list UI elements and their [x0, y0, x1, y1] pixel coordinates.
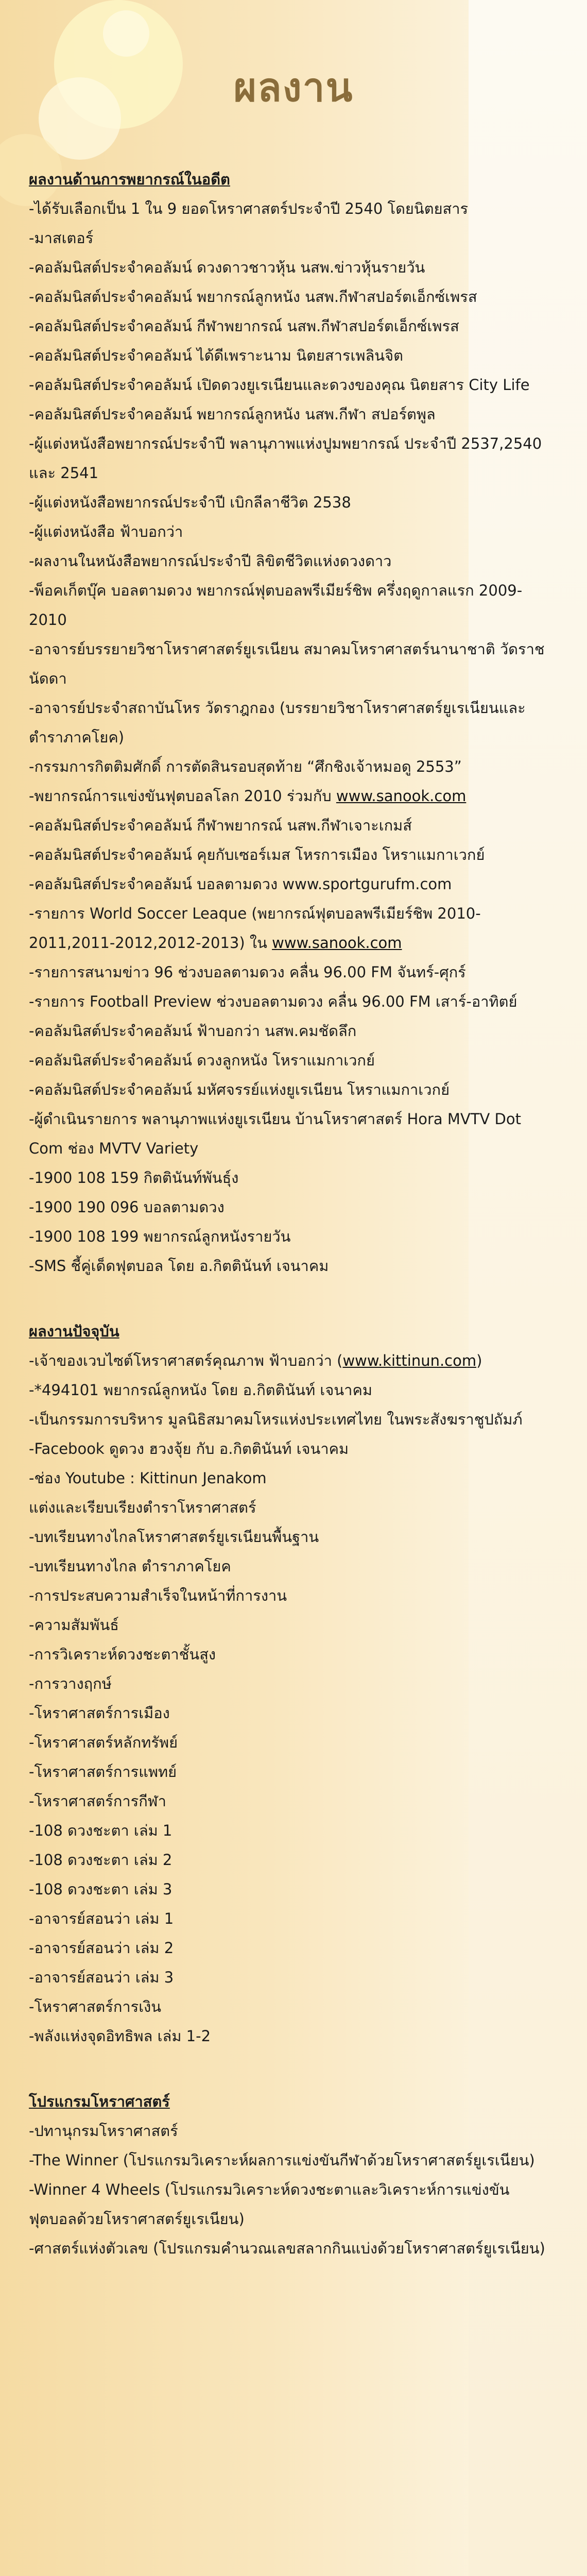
section-heading: ผลงานด้านการพยากรณ์ในอดีต: [29, 171, 230, 188]
list-item: -คอลัมนิสต์ประจำคอลัมน์ พยากรณ์ลูกหนัง นสพ.กีฬาสปอร์ตเอ็กซ์เพรส: [29, 288, 477, 306]
list-item: -คอลัมนิสต์ประจำคอลัมน์ พยากรณ์ลูกหนัง นสพ.กีฬา สปอร์ตพูล: [29, 405, 436, 423]
section-heading: ผลงานปัจจุบัน: [29, 1323, 119, 1340]
list-item: -คอลัมนิสต์ประจำคอลัมน์ บอลตามดวง www.sportgurufm.com: [29, 875, 452, 893]
list-item: -ผู้ดำเนินรายการ พลานุภาพแห่งยูเรเนียน บ้านโหราศาสตร์ Hora MVTV Dot Com ช่อง MVTV Variety: [29, 1110, 521, 1157]
list-item: -เจ้าของเวบไซต์โหราศาสตร์คุณภาพ ฟ้าบอกว่า (www.kittinun.com): [29, 1352, 482, 1369]
list-item: -คอลัมนิสต์ประจำคอลัมน์ กีฬาพยากรณ์ นสพ.กีฬาสปอร์ตเอ็กซ์เพรส: [29, 317, 459, 335]
list-item: -ผลงานในหนังสือพยากรณ์ประจำปี ลิขิตชีวิตแห่งดวงดาว: [29, 552, 392, 570]
page-title: ผลงาน: [233, 64, 354, 110]
list-item: -คอลัมนิสต์ประจำคอลัมน์ มหัศจรรย์แห่งยูเรเนียน โหราแมกาเวกย์: [29, 1081, 450, 1098]
list-item: -ศาสตร์แห่งตัวเลข (โปรแกรมคำนวณเลขสลากกินแบ่งด้วยโหราศาสตร์ยูเรเนียน): [29, 2240, 545, 2257]
list-item: -โหราศาสตร์การเงิน: [29, 1998, 162, 2015]
list-item: -อาจารย์สอนว่า เล่ม 3: [29, 1969, 174, 1986]
list-item: -รายการ World Soccer Leaque (พยากรณ์ฟุตบอลพรีเมียร์ชิพ 2010-2011,2011-2012,2012-2013) ใน www.sanook.com: [29, 905, 481, 952]
list-item: -ผู้แต่งหนังสือพยากรณ์ประจำปี พลานุภาพแห่งปูมพยากรณ์ ประจำปี 2537,2540 และ 2541: [29, 435, 542, 482]
section-2: [29, 1317, 554, 2051]
list-item: -อาจารย์บรรยายวิชาโหราศาสตร์ยูเรเนียน สมาคมโหราศาสตร์นานาชาติ วัดราชนัดดา: [29, 640, 545, 687]
list-item: -บทเรียนทางไกล ตำราภาคโยค: [29, 1557, 231, 1575]
list-item: -108 ดวงชะตา เล่ม 2: [29, 1851, 172, 1869]
website-link[interactable]: www.kittinun.com: [342, 1352, 477, 1369]
section-3: [29, 2087, 554, 2263]
website-link[interactable]: www.sanook.com: [336, 787, 467, 805]
list-item: -คอลัมนิสต์ประจำคอลัมน์ เปิดดวงยูเรเนียนและดวงของคุณ นิตยสาร City Life: [29, 376, 530, 394]
list-item: -อาจารย์สอนว่า เล่ม 1: [29, 1910, 174, 1927]
list-item: -โหราศาสตร์การแพทย์: [29, 1763, 177, 1781]
section-1: [29, 165, 554, 1281]
list-item: -*494101 พยากรณ์ลูกหนัง โดย อ.กิตตินันท์ เจนาคม: [29, 1381, 372, 1399]
list-item: -ผู้แต่งหนังสือ ฟ้าบอกว่า: [29, 523, 183, 540]
list-item: -1900 108 199 พยากรณ์ลูกหนังรายวัน: [29, 1228, 291, 1245]
list-item: -อาจารย์ประจำสถาบันโหร วัดราฎกอง (บรรยายวิชาโหราศาสตร์ยูเรเนียนและตำราภาคโยค): [29, 699, 526, 746]
list-item: -1900 190 096 บอลตามดวง: [29, 1198, 225, 1216]
list-item: -SMS ชี้คู่เด็ดฟุตบอล โดย อ.กิตตินันท์ เจนาคม: [29, 1257, 329, 1275]
list-item: -กรรมการกิตติมศักดิ์ การตัดสินรอบสุดท้าย “ศึกชิงเจ้าหมอดู 2553”: [29, 758, 462, 775]
list-item: -พ็อคเก็ตบุ๊ค บอลตามดวง พยากรณ์ฟุตบอลพรีเมียร์ชิพ ครึ่งฤดูกาลแรก 2009-2010: [29, 582, 523, 629]
list-item: -พลังแห่งจุดอิทธิพล เล่ม 1-2: [29, 2027, 211, 2045]
list-item: -ความสัมพันธ์: [29, 1616, 119, 1634]
list-item: -การวิเคราะห์ดวงชะตาชั้นสูง: [29, 1646, 216, 1663]
list-item: -ปทานุกรมโหราศาสตร์: [29, 2122, 178, 2140]
list-item: -อาจารย์สอนว่า เล่ม 2: [29, 1939, 174, 1957]
list-item: -คอลัมนิสต์ประจำคอลัมน์ กีฬาพยากรณ์ นสพ.กีฬาเจาะเกมส์: [29, 817, 412, 834]
list-item: -พยากรณ์การแข่งขันฟุตบอลโลก 2010 ร่วมกับ www.sanook.com: [29, 787, 467, 805]
list-item: -1900 108 159 กิตตินันท์พันธุ์ง: [29, 1169, 239, 1187]
list-item: -เป็นกรรมการบริหาร มูลนิธิสมาคมโหรแห่งประเทศไทย ในพระสังฆราชูปถัมภ์: [29, 1411, 523, 1428]
list-item: -มาสเตอร์: [29, 229, 94, 247]
list-item: -ช่อง Youtube : Kittinun Jenakom: [29, 1469, 267, 1487]
list-item: -Facebook ดูดวง ฮวงจุ้ย กับ อ.กิตตินันท์ เจนาคม: [29, 1440, 349, 1458]
list-item: -บทเรียนทางไกลโหราศาสตร์ยูเรเนียนพื้นฐาน: [29, 1528, 319, 1546]
list-item: -108 ดวงชะตา เล่ม 1: [29, 1822, 172, 1839]
decorative-circle: [103, 10, 149, 57]
list-item: -คอลัมนิสต์ประจำคอลัมน์ ได้ดีเพราะนาม นิตยสารเพลินจิต: [29, 347, 403, 364]
list-item: -ผู้แต่งหนังสือพยากรณ์ประจำปี เบิกลีลาชีวิต 2538: [29, 494, 351, 511]
content-body: [29, 165, 554, 2299]
list-item: -การวางฤกษ์: [29, 1675, 112, 1692]
website-link[interactable]: www.sanook.com: [272, 934, 402, 952]
list-item: -โหราศาสตร์การกีฬา: [29, 1792, 166, 1810]
list-item: -รายการ Football Preview ช่วงบอลตามดวง คลื่น 96.00 FM เสาร์-อาทิตย์: [29, 993, 517, 1010]
list-item: -คอลัมนิสต์ประจำคอลัมน์ ดวงดาวชาวหุ้น นสพ.ข่าวหุ้นรายวัน: [29, 259, 425, 276]
list-item: -คอลัมนิสต์ประจำคอลัมน์ คุยกับเซอร์เมส โหรการเมือง โหราแมกาเวกย์: [29, 846, 485, 863]
section-heading: โปรแกรมโหราศาสตร์: [29, 2093, 170, 2110]
list-item: -รายการสนามข่าว 96 ช่วงบอลตามดวง คลื่น 96.00 FM จันทร์-ศุกร์: [29, 963, 466, 981]
list-item: -Winner 4 Wheels (โปรแกรมวิเคราะห์ดวงชะตาและวิเคราะห์การแข่งขันฟุตบอลด้วยโหราศาสตร์ยูเรเนียน): [29, 2181, 510, 2228]
list-item: แต่งและเรียบเรียงตำราโหราศาสตร์: [29, 1499, 256, 1516]
list-item: -โหราศาสตร์หลักทรัพย์: [29, 1734, 178, 1751]
list-item: -The Winner (โปรแกรมวิเคราะห์ผลการแข่งขันกีฬาด้วยโหราศาสตร์ยูเรเนียน): [29, 2151, 535, 2169]
list-item: -คอลัมนิสต์ประจำคอลัมน์ ฟ้าบอกว่า นสพ.คมชัดลึก: [29, 1022, 357, 1040]
list-item: -คอลัมนิสต์ประจำคอลัมน์ ดวงลูกหนัง โหราแมกาเวกย์: [29, 1052, 375, 1069]
list-item: -108 ดวงชะตา เล่ม 3: [29, 1880, 172, 1898]
list-item: -ได้รับเลือกเป็น 1 ใน 9 ยอดโหราศาสตร์ประจำปี 2540 โดยนิตยสาร: [29, 200, 469, 217]
list-item: -การประสบความสำเร็จในหน้าที่การงาน: [29, 1587, 287, 1604]
list-item: -โหราศาสตร์การเมือง: [29, 1704, 170, 1722]
